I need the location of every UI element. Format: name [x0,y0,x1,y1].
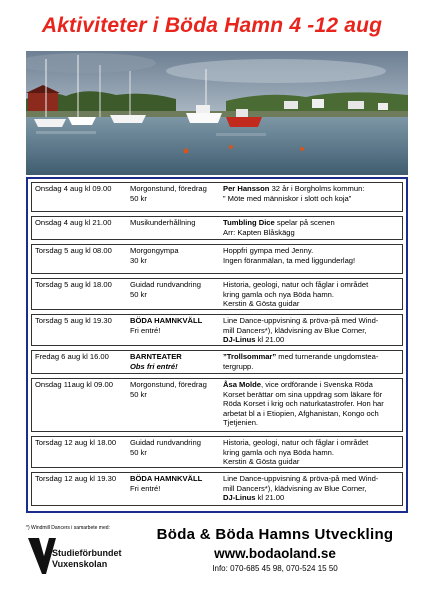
event-activity: Morgongympa 30 kr [130,246,179,265]
harbor-illustration [26,51,408,175]
event-activity: Guidad rundvandring 50 kr [130,438,201,457]
event-activity: Guidad rundvandring 50 kr [130,280,201,299]
event-row [31,472,403,506]
event-description: ”Trollsommar” med turnerande ungdomstea- tergrupp. [223,352,379,371]
event-activity: BÖDA HAMNKVÄLL Fri entré! [130,474,203,493]
event-row [31,278,403,310]
event-row [31,314,403,346]
event-row [31,182,403,212]
events-table [26,177,408,513]
organizer-website[interactable]: www.bodaoland.se [214,546,336,561]
event-description: Historia, geologi, natur och fåglar i området kring gamla och nya Böda hamn. Kerstin & Gösta guidar [223,280,369,309]
event-row [31,378,403,432]
event-date: Torsdag 5 aug kl 08.00 [35,246,112,255]
event-activity: Morgonstund, föredrag 50 kr [130,184,207,203]
logo-line-1: Studieförbundet [52,548,122,558]
event-date: Onsdag 4 aug kl 09.00 [35,184,112,193]
event-description: Åsa Molde, vice ordförande i Svenska Röda Korset berättar om sina uppdrag som läkare för Röda Korset i krig och naturkatastrofer. Hon har arbetat bl a i Etiopien, Afghanistan, Kongo och Tjetjenien. [223,380,384,428]
event-description: Historia, geologi, natur och fåglar i området kring gamla och nya Böda hamn. Kerstin & Gösta guidar [223,438,369,467]
event-date: Torsdag 12 aug kl 18.00 [35,438,117,447]
event-date: Torsdag 5 aug kl 18.00 [35,280,112,289]
event-activity: Morgonstund, föredrag 50 kr [130,380,207,399]
event-activity: BARNTEATER Obs fri entré! [130,352,182,371]
event-description: Line Dance-uppvisning & pröva-på med Wind- mill Dancers*), klädvisning av Blue Corner, DJ-Linus kl 21.00 [223,316,379,345]
poster-title: Aktiviteter i Böda Hamn 4 -12 aug [41,14,383,37]
event-date: Torsdag 12 aug kl 19.30 [35,474,117,483]
organizer-contact: Info: 070-685 45 98, 070-524 15 50 [212,564,338,573]
event-row [31,350,403,374]
event-row [31,436,403,468]
event-date: Onsdag 11aug kl 09.00 [35,380,113,389]
event-description: Hoppfri gympa med Jenny. Ingen föranmälan, ta med liggunderlag! [223,246,356,265]
event-description: Per Hansson 32 år i Borgholms kommun: ” Möte med människor i slott och koja” [223,184,365,203]
event-date: Onsdag 4 aug kl 21.00 [35,218,112,227]
organizer-name: Böda & Böda Hamns Utveckling [156,526,394,543]
event-description: Line Dance-uppvisning & pröva-på med Wind- mill Dancers*), klädvisning av Blue Corner, DJ-Linus kl 21.00 [223,474,379,503]
event-row [31,244,403,274]
event-activity: BÖDA HAMNKVÄLL Fri entré! [130,316,203,335]
footnote: *) Windmill Dancers i samarbete med: [26,525,110,531]
studieforbundet-logo [26,534,122,576]
event-date: Fredag 6 aug kl 16.00 [35,352,109,361]
event-row [31,216,403,240]
event-activity: Musikunderhållning [130,218,196,227]
event-description: Tumbling Dice spelar på scenen Arr: Kapten Blåskägg [223,218,335,237]
event-date: Torsdag 5 aug kl 19.30 [35,316,112,325]
logo-line-2: Vuxenskolan [52,559,108,569]
harbor-photo [26,51,408,175]
